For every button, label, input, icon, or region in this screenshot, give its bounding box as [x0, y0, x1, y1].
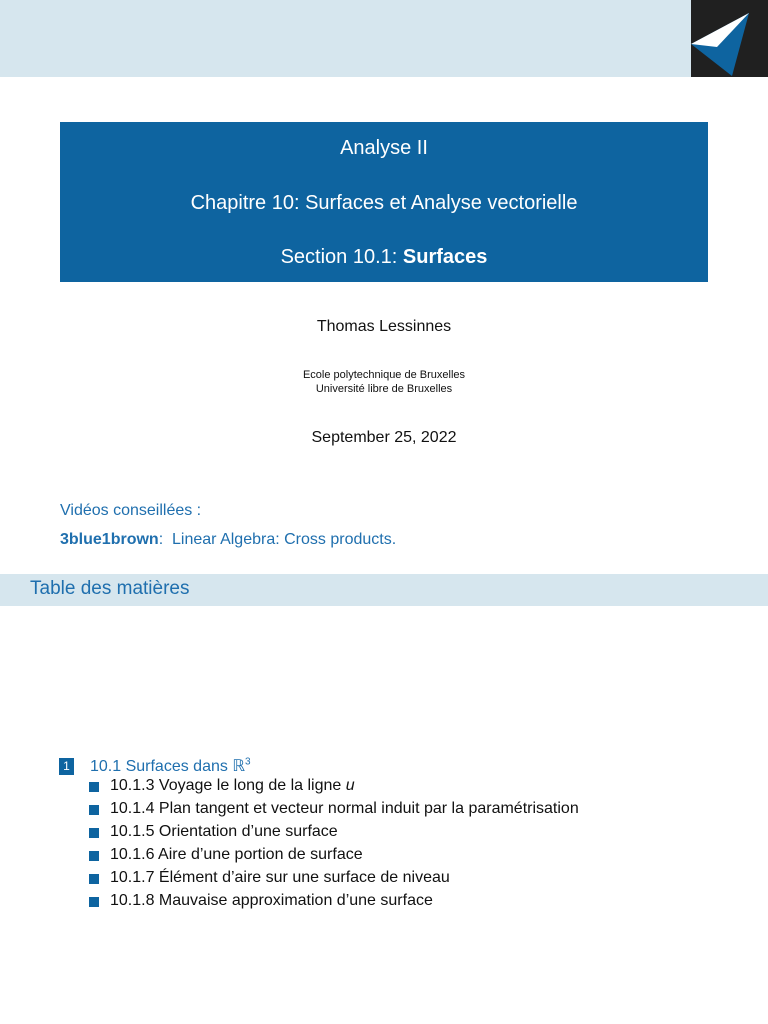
toc-item-text: 10.1.6 Aire d’une portion de surface	[110, 846, 363, 863]
toc-section-title-text: 10.1 Surfaces dans	[90, 758, 233, 775]
video-separator: :	[158, 531, 164, 548]
toc-item-italic: u	[345, 777, 355, 794]
toc-item-text: 10.1.8 Mauvaise approximation d’une surface	[110, 892, 433, 909]
square-bullet-icon	[89, 897, 99, 907]
square-bullet-icon	[89, 828, 99, 838]
toc-header	[0, 574, 768, 606]
toc-section-superscript: 3	[244, 756, 251, 768]
videos-label: Vidéos conseillées :	[60, 502, 202, 519]
square-bullet-icon	[89, 874, 99, 884]
institution-line-1: Ecole polytechnique de Bruxelles	[302, 369, 466, 381]
toc-item-text: 10.1.5 Orientation d’une surface	[110, 823, 338, 840]
section-title	[60, 246, 708, 269]
section-prefix: Section 10.1:	[280, 246, 398, 268]
video-reference	[60, 531, 396, 549]
institution-line-2: Université libre de Bruxelles	[315, 383, 453, 395]
section-name: Surfaces	[402, 246, 488, 268]
toc-item-text: 10.1.7 Élément d’aire sur une surface de niveau	[110, 869, 450, 886]
video-source: 3blue1brown	[60, 531, 159, 548]
toc-title: Table des matières	[30, 578, 190, 599]
logo	[691, 0, 768, 77]
toc-section-title[interactable]	[90, 756, 251, 776]
toc-section-symbol: ℝ	[232, 758, 245, 775]
chapter-title: Chapitre 10: Surfaces et Analyse vectorielle	[190, 192, 578, 214]
video-link[interactable]: Linear Algebra: Cross products.	[172, 531, 397, 548]
presentation-date: September 25, 2022	[311, 429, 457, 446]
author-name: Thomas Lessinnes	[316, 318, 452, 335]
title-block	[60, 122, 708, 282]
ulb-logo-icon	[691, 0, 768, 77]
toc-item-text: 10.1.3 Voyage le long de la ligne	[110, 777, 346, 794]
course-title: Analyse II	[340, 137, 428, 159]
section-number-badge: 1	[59, 758, 74, 775]
square-bullet-icon	[89, 782, 99, 792]
square-bullet-icon	[89, 805, 99, 815]
square-bullet-icon	[89, 851, 99, 861]
toc-item-text: 10.1.4 Plan tangent et vecteur normal induit par la paramétrisation	[110, 800, 579, 817]
top-banner	[0, 0, 691, 77]
